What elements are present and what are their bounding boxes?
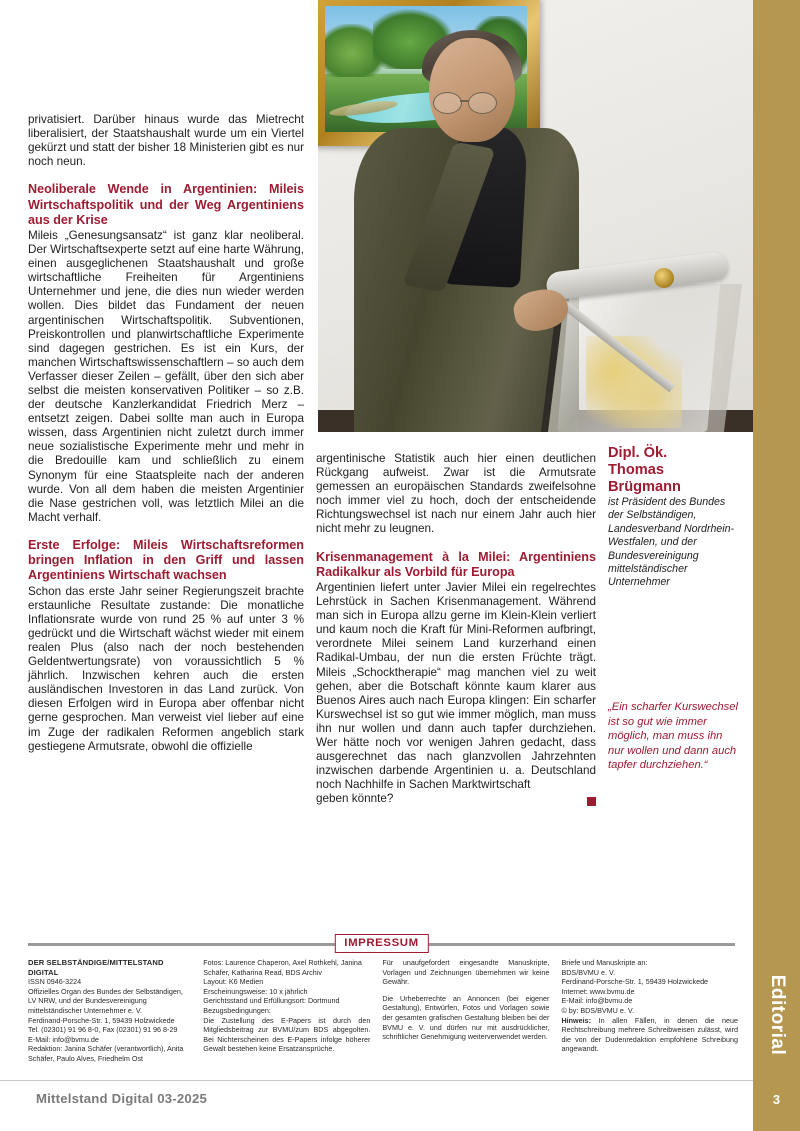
impressum-layout: Layout: K6 Medien [203,977,264,987]
eyeglasses-right-lens-icon [468,92,497,114]
impressum-organ: Offizielles Organ des Bundes der Selbständigen, LV NRW, und der Bundesvereinigung mittelständischer Unternehmer e. V. [28,986,183,1015]
author-block [608,445,735,590]
author-title: Dipl. Ök. [608,445,668,461]
impressum-issn: ISSN 0946-3224 [28,977,82,987]
paragraph-body-3-endline [316,792,596,806]
impressum-note-label: Hinweis: [561,1015,591,1025]
impressum-badge: IMPRESSUM [334,934,428,953]
section-tab-editorial[interactable] [753,0,800,1131]
paragraph-body-2: Schon das erste Jahr seiner Regierungszeit brachte erstaunliche Resultate zustande: Die monatliche Inflationsrate wurde von rund 25 % auf unter 3 % gedrückt und die Wirtschaft wächst wieder mit einem realen Plus (also nach der noch bestehenden Geldentwertungsrate) von voraussichtlich 5 % jährlich. Inzwischen kehren auch die ersten ausländischen Investoren in das Land zurück. Von diesen Erfolgen wird in Europa aber offenbar nicht gerne gesprochen. Man verweist viel lieber auf eine im Zuge der radikalen Reformen angeblich stark gestiegene Armutsrate, obwohl die offizielle [28,584,304,753]
end-of-article-marker [587,797,596,806]
impressum-rule-left [28,943,352,946]
impressum-note-body: In allen Fällen, in denen die neue Rechtschreibung mehrere Schreibweisen zulässt, wird die von der Dudenredaktion empfohlene Schreibung angewandt. [561,1015,738,1054]
section-heading-krisenmanagement: Krisenmanagement à la Milei: Argentiniens Radikalkur als Vorbild für Europa [316,549,596,579]
impressum-column-liability [382,958,561,1064]
impressum-columns [28,958,738,1064]
article-column-left [28,113,304,754]
impressum-organization: BDS/BVMU e. V. [561,967,616,977]
impressum-editors: Redaktion: Janina Schäfer (verantwortlich), Anita Schäfer, Paulo Alves, Friedhelm Ost [28,1044,184,1063]
pull-quote: „Ein scharfer Kurswechsel ist so gut wie immer möglich, man muss ihn nur wollen und dann auch tapfer durchziehen.“ [608,701,738,772]
impressum-spelling-note [561,1016,738,1054]
footer-divider [0,1080,753,1081]
author-name: Thomas Brügmann [608,462,681,495]
paragraph-body-3: Argentinien liefert unter Javier Milei ein regelrechtes Lehrstück in Sachen Krisenmanagement. Während man sich in Europa allzu gerne im Klein-Klein verliert und kaum noch die Kraft für Mini-Reformen aufbringt, verordnete Milei seinem Land kurzerhand einen Radikal-Umbau, der nun die ersten Früchte trägt. Mileis „Schocktherapie“ mag manchen viel zu weit gehen, aber die Botschaft könnte kaum klarer aus Buenos Aires auch nach Europa klingen: Ein scharfer Kurswechsel ist so gut wie immer möglich, man muss ihn nur wollen und dann auch tapfer durchziehen. Wer hätte noch vor wenigen Jahren gedacht, dass ausgerechnet das nach glanzvollen Jahrzehnten inzwischen darbende Argentinien u. a. Deutschland noch Nachhilfe in Sachen Marktwirtschaft [316,580,596,792]
impressum-address: Ferdinand-Porsche-Str. 1, 59439 Holzwickede [28,1015,175,1025]
impressum-website: Internet: www.bvmu.de [561,986,635,996]
impressum-contact-email: E-Mail: info@bvmu.de [561,996,633,1006]
impressum-copyright-notice: Die Urheberrechte an Annoncen (bei eigener Gestaltung), Entwürfen, Fotos und Vorlagen sowie der gesamten grafischen Gestaltung bleiben bei der BVMU e. V. und dürfen nur mit ausdrücklicher, schriftlicher Genehmigung weiterverwendet werden. [382,993,550,1042]
impressum-manuscripts-disclaimer: Für unaufgefordert eingesandte Manuskripte, Vorlagen und Zeichnungen übernehmen wir keine Gewähr. [382,958,550,987]
impressum-terms-body: Die Zustellung des E-Papers ist durch den Mitgliedsbeitrag zur BVMU/zum BDS abgegolten. Bei Nichterscheinen des E-Papers infolge höherer Gewalt bestehen keine Ersatzansprüche. [203,1015,371,1054]
impressum-publication-title: DER SELBSTÄNDIGE/MITTELSTAND DIGITAL [28,958,164,977]
impressum-terms-label: Bezugsbedingungen: [203,1005,271,1015]
section-tab-label: Editorial [766,974,788,1056]
author-bio: ist Präsident des Bundes der Selbständigen, Landesverband Nordrhein-Westfalen, und der Bundesvereinigung mittelständischer Unternehmer [608,496,735,589]
paragraph-body-1: Mileis „Genesungsansatz“ ist ganz klar neoliberal. Der Wirtschaftsexperte setzt auf eine harte Währung, einen ausgeglichenen Staatshaushalt und große wirtschaftliche Freiheiten für Argentiniens Unternehmer und jene, die dies nun wieder werden wollen. Dies bildet das Fundament der neuen argentinischen Wirtschaftspolitik. Subventionen, Preiskontrollen und planwirtschaftliche Experimente sind dagegen gestrichen. Es ist ein Kurs, der manchen Wirtschaftswissenschaftlern – so auch dem Verfasser dieser Zeilen – gefällt, über den sich aber selbst die meisten konservativen Politiker – so z.B. der deutsche Kanzlerkandidat Friedrich Merz – entsetzt zeigen. Dabei sollte man auch in Europa wissen, dass Argentinien nicht zuletzt durch immer neue sozialistische Experimente mehr und mehr in die Bredouille kam und schließlich zu einem Synonym für eine Staatspleite nach der anderen wurde. Von all dem haben die meisten Argentinier die Nase gestrichen voll, was letztlich Milei an die Macht verhalf. [28,228,304,524]
paragraph-body-3-last-line: geben könnte? [316,792,394,806]
impressum-column-production [203,958,382,1064]
impressum-frequency: Erscheinungsweise: 10 x jährlich [203,986,308,996]
impressum-letters-label: Briefe und Manuskripte an: [561,958,648,967]
impressum-rule-right [411,943,735,946]
footer-title: Mittelstand Digital 03-2025 [36,1091,208,1106]
impressum-divider [28,937,735,949]
impressum-email: E-Mail: info@bvmu.de [28,1034,99,1044]
impressum-jurisdiction: Gerichtsstand und Erfüllungsort: Dortmund [203,996,340,1006]
impressum-photos: Fotos: Laurence Chaperon, Axel Rothkehl, Janina Schäfer, Katharina Read, BDS Archiv [203,958,362,977]
paragraph-continued: privatisiert. Darüber hinaus wurde das Mietrecht liberalisiert, der Staatshaushalt wurde um ein Viertel gekürzt und statt der bisher 18 Ministerien gibt es nur noch neun. [28,113,304,169]
section-heading-erste-erfolge: Erste Erfolge: Mileis Wirtschaftsreformen bringen Inflation in den Griff und lassen Argentiniens Wirtschaft wachsen [28,537,304,583]
impressum-copyright-line: © by: BDS/BVMU e. V. [561,1005,634,1015]
impressum-column-contact [561,958,738,1064]
impressum-phone: Tel. (02301) 91 96 8-0, Fax (02301) 91 96 8-29 [28,1025,178,1035]
section-heading-neoliberale-wende: Neoliberale Wende in Argentinien: Mileis Wirtschaftspolitik und der Weg Argentiniens aus der Krise [28,182,304,227]
paragraph-body-continued: argentinische Statistik auch hier einen deutlichen Rückgang aufweist. Zwar ist die Armutsrate gemessen an europäischen Standards zweifelsohne noch immer viel zu hoch, doch der entscheidende Richtungswechsel ist nach nur einem Jahr auch hier nicht mehr zu leugnen. [316,452,596,536]
eyeglasses-left-lens-icon [433,92,462,114]
article-column-middle [316,452,596,806]
eyeglasses-bridge-icon [460,100,469,102]
impressum-column-publisher [28,958,203,1064]
impressum-contact-address: Ferdinand-Porsche-Str. 1, 59439 Holzwickede [561,977,709,987]
speaker-photo [318,0,753,432]
lectern-plastic-wrap [557,276,721,432]
speaker-face [429,38,515,142]
page-number: 3 [772,1092,781,1107]
